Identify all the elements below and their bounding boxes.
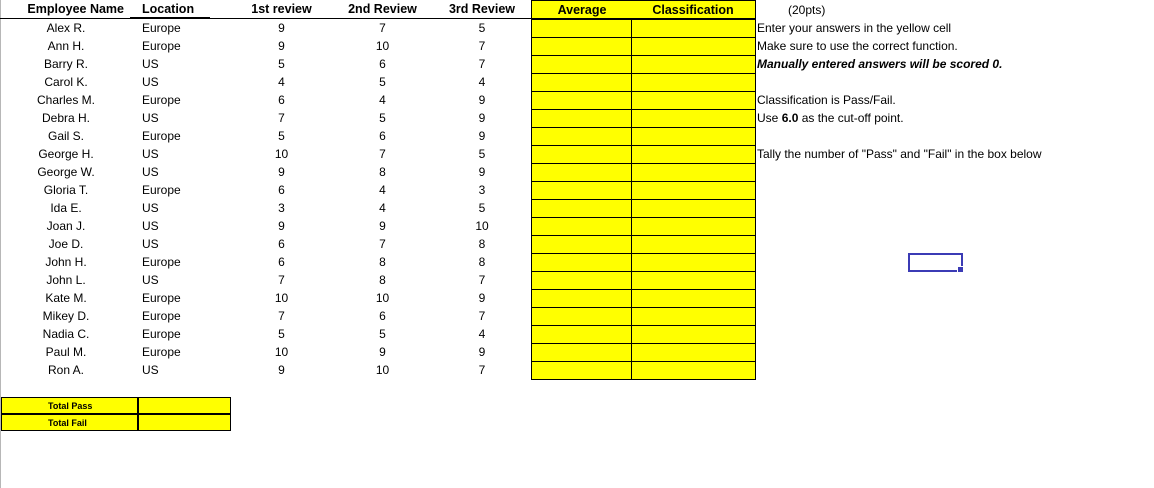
table-row <box>0 289 531 307</box>
employee-name-cell[interactable]: Carol K. <box>44 75 88 89</box>
classification-answer-cell[interactable] <box>631 325 756 344</box>
review1-cell[interactable]: 10 <box>274 345 289 359</box>
average-answer-cell[interactable] <box>531 91 632 110</box>
table-row <box>0 163 531 181</box>
average-answer-cell[interactable] <box>531 145 632 164</box>
review3-cell[interactable]: 7 <box>478 57 486 71</box>
table-row <box>0 253 531 271</box>
review3-cell[interactable]: 4 <box>478 75 486 89</box>
location-cell[interactable]: Europe <box>142 291 181 305</box>
classification-answer-cell[interactable] <box>631 253 756 272</box>
review2-cell[interactable]: 5 <box>379 111 386 125</box>
review1-cell[interactable]: 6 <box>278 183 285 197</box>
average-answer-cell[interactable] <box>531 73 632 92</box>
review3-cell[interactable]: 9 <box>478 165 486 179</box>
instruction-line-6: Tally the number of "Pass" and "Fail" in the box below <box>757 147 1042 161</box>
review2-cell[interactable]: 6 <box>379 57 386 71</box>
average-answer-cell[interactable] <box>531 127 632 146</box>
review2-cell[interactable]: 5 <box>379 327 386 341</box>
review2-cell[interactable]: 7 <box>379 237 386 251</box>
review1-cell[interactable]: 6 <box>278 93 285 107</box>
instruction-line-5 <box>757 109 904 127</box>
average-answer-cell[interactable] <box>531 343 632 362</box>
average-answer-cell[interactable] <box>531 19 632 38</box>
review1-cell[interactable]: 9 <box>278 21 285 35</box>
classification-answer-cell[interactable] <box>631 217 756 236</box>
employee-name-cell[interactable]: Ida E. <box>50 201 82 215</box>
table-row <box>0 361 531 379</box>
classification-answer-cell[interactable] <box>631 37 756 56</box>
table-row <box>0 307 531 325</box>
classification-answer-cell[interactable] <box>631 307 756 326</box>
table-row <box>0 199 531 217</box>
classification-answer-cell[interactable] <box>631 361 756 380</box>
average-answer-cell[interactable] <box>531 181 632 200</box>
average-answer-cell[interactable] <box>531 55 632 74</box>
employee-name-cell[interactable]: Paul M. <box>45 345 87 359</box>
review1-cell[interactable]: 5 <box>278 129 285 143</box>
total-pass-cell[interactable] <box>138 397 231 414</box>
instruction-line-5-suffix: as the cut-off point. <box>798 111 904 125</box>
location-cell[interactable]: Europe <box>142 39 181 53</box>
review3-cell[interactable]: 5 <box>478 21 486 35</box>
table-row <box>0 271 531 289</box>
review3-cell[interactable]: 9 <box>478 93 486 107</box>
table-row <box>0 127 531 145</box>
employee-name-cell[interactable]: George W. <box>37 165 95 179</box>
review3-cell[interactable]: 9 <box>478 291 486 305</box>
review3-cell[interactable]: 7 <box>478 309 486 323</box>
total-fail-cell[interactable] <box>138 414 231 431</box>
average-answer-cell[interactable] <box>531 235 632 254</box>
review3-cell[interactable]: 3 <box>478 183 486 197</box>
location-cell[interactable]: Europe <box>142 183 181 197</box>
review3-cell[interactable]: 8 <box>478 255 486 269</box>
average-answer-cell[interactable] <box>531 109 632 128</box>
instructions-border-3 <box>755 145 756 163</box>
review3-cell[interactable]: 4 <box>478 327 486 341</box>
review3-cell[interactable]: 9 <box>478 345 486 359</box>
review1-cell[interactable]: 6 <box>278 255 285 269</box>
table-row <box>0 217 531 235</box>
review2-cell[interactable]: 6 <box>379 309 386 323</box>
table-row <box>0 73 531 91</box>
instructions-border-2 <box>755 91 756 127</box>
classification-answer-cell[interactable] <box>631 73 756 92</box>
average-answer-cell[interactable] <box>531 253 632 272</box>
review1-cell[interactable]: 4 <box>278 75 285 89</box>
total-fail-label: Total Fail <box>1 414 138 431</box>
location-cell[interactable]: US <box>142 165 159 179</box>
classification-answer-cell[interactable] <box>631 163 756 182</box>
review2-cell[interactable]: 9 <box>379 345 386 359</box>
average-answer-cell[interactable] <box>531 325 632 344</box>
review1-cell[interactable]: 3 <box>278 201 285 215</box>
average-answer-cell[interactable] <box>531 361 632 380</box>
employee-name-cell[interactable]: Nadia C. <box>42 327 90 341</box>
table-row <box>0 325 531 343</box>
review2-cell[interactable]: 10 <box>375 291 390 305</box>
classification-answer-cell[interactable] <box>631 109 756 128</box>
review1-cell[interactable]: 7 <box>278 273 285 287</box>
location-cell[interactable]: Europe <box>142 129 181 143</box>
review1-cell[interactable]: 10 <box>274 147 289 161</box>
review2-cell[interactable]: 9 <box>379 219 386 233</box>
classification-answer-cell[interactable] <box>631 91 756 110</box>
review1-cell[interactable]: 9 <box>278 39 285 53</box>
table-row <box>0 109 531 127</box>
review1-cell[interactable]: 6 <box>278 237 285 251</box>
location-cell[interactable]: Europe <box>142 327 181 341</box>
classification-answer-cell[interactable] <box>631 19 756 38</box>
instruction-line-2: Make sure to use the correct function. <box>757 39 958 53</box>
instruction-line-4: Classification is Pass/Fail. <box>757 93 896 107</box>
review2-cell[interactable]: 7 <box>379 147 386 161</box>
review2-cell[interactable]: 8 <box>379 273 386 287</box>
review1-cell[interactable]: 9 <box>278 219 285 233</box>
classification-answer-cell[interactable] <box>631 271 756 290</box>
review1-cell[interactable]: 7 <box>278 111 285 125</box>
employee-name-cell[interactable]: Ann H. <box>47 39 85 53</box>
header-average[interactable]: Average <box>531 0 632 19</box>
review1-cell[interactable]: 5 <box>278 57 285 71</box>
average-answer-cell[interactable] <box>531 163 632 182</box>
instruction-line-1: Enter your answers in the yellow cell <box>757 21 952 35</box>
employee-name-cell[interactable]: Alex R. <box>46 21 86 35</box>
review3-cell[interactable]: 8 <box>478 237 486 251</box>
table-row <box>0 235 531 253</box>
review1-cell[interactable]: 10 <box>274 291 289 305</box>
header-1st-review[interactable]: 1st review <box>231 0 332 19</box>
selected-cell[interactable] <box>908 253 963 272</box>
employee-name-cell[interactable]: Barry R. <box>43 57 88 71</box>
location-cell[interactable]: US <box>142 219 159 233</box>
review3-cell[interactable]: 9 <box>478 129 486 143</box>
classification-answer-cell[interactable] <box>631 199 756 218</box>
review3-cell[interactable]: 7 <box>478 363 486 377</box>
average-answer-cell[interactable] <box>531 289 632 308</box>
table-row <box>0 145 531 163</box>
location-cell[interactable]: Europe <box>142 345 181 359</box>
review2-cell[interactable]: 8 <box>379 255 386 269</box>
employee-name-cell[interactable]: George H. <box>38 147 94 161</box>
review2-cell[interactable]: 5 <box>379 75 386 89</box>
employee-name-cell[interactable]: Charles M. <box>36 93 95 107</box>
location-cell[interactable]: Europe <box>142 255 181 269</box>
review3-cell[interactable]: 5 <box>478 201 486 215</box>
classification-answer-cell[interactable] <box>631 289 756 308</box>
employee-name-cell[interactable]: Gloria T. <box>43 183 89 197</box>
table-row <box>0 91 531 109</box>
location-cell[interactable]: US <box>142 201 159 215</box>
total-pass-label: Total Pass <box>1 397 138 414</box>
location-cell[interactable]: US <box>142 147 159 161</box>
employee-name-cell[interactable]: John L. <box>46 273 86 287</box>
review1-cell[interactable]: 9 <box>278 165 285 179</box>
review3-cell[interactable]: 9 <box>478 111 486 125</box>
classification-answer-cell[interactable] <box>631 127 756 146</box>
average-answer-cell[interactable] <box>531 271 632 290</box>
table-row <box>0 343 531 361</box>
average-answer-cell[interactable] <box>531 37 632 56</box>
classification-answer-cell[interactable] <box>631 181 756 200</box>
header-2nd-review[interactable]: 2nd Review <box>332 0 433 19</box>
review2-cell[interactable]: 8 <box>379 165 386 179</box>
table-row <box>0 37 531 55</box>
table-row <box>0 19 531 37</box>
location-cell[interactable]: US <box>142 111 159 125</box>
location-cell[interactable]: Europe <box>142 21 181 35</box>
header-classification[interactable]: Classification <box>631 0 756 19</box>
review2-cell[interactable]: 4 <box>379 93 386 107</box>
table-row <box>0 55 531 73</box>
average-answer-cell[interactable] <box>531 199 632 218</box>
employee-name-cell[interactable]: Gail S. <box>47 129 84 143</box>
instruction-line-3: Manually entered answers will be scored 0. <box>757 57 1003 71</box>
employee-name-cell[interactable]: Joan J. <box>46 219 86 233</box>
location-cell[interactable]: US <box>142 273 159 287</box>
location-cell[interactable]: US <box>142 237 159 251</box>
review1-cell[interactable]: 9 <box>278 363 285 377</box>
review2-cell[interactable]: 4 <box>379 201 386 215</box>
fill-handle[interactable] <box>957 266 964 273</box>
review3-cell[interactable]: 10 <box>475 219 489 233</box>
review3-cell[interactable]: 7 <box>478 39 486 53</box>
classification-answer-cell[interactable] <box>631 343 756 362</box>
review3-cell[interactable]: 7 <box>478 273 486 287</box>
cutoff-value: 6.0 <box>781 111 799 125</box>
review2-cell[interactable]: 4 <box>379 183 386 197</box>
review1-cell[interactable]: 7 <box>278 309 285 323</box>
instruction-line-5-prefix: Use <box>757 111 782 125</box>
review2-cell[interactable]: 6 <box>379 129 386 143</box>
classification-answer-cell[interactable] <box>631 55 756 74</box>
instructions-border <box>755 19 756 73</box>
average-answer-cell[interactable] <box>531 307 632 326</box>
classification-answer-cell[interactable] <box>631 235 756 254</box>
employee-name-cell[interactable]: Ron A. <box>47 363 85 377</box>
header-3rd-review[interactable]: 3rd Review <box>433 0 531 19</box>
review2-cell[interactable]: 7 <box>379 21 386 35</box>
employee-name-cell[interactable]: Kate M. <box>45 291 87 305</box>
review2-cell[interactable]: 10 <box>375 363 390 377</box>
review1-cell[interactable]: 5 <box>278 327 285 341</box>
table-row <box>0 181 531 199</box>
points-note: (20pts) <box>788 3 826 17</box>
location-cell[interactable]: Europe <box>142 309 181 323</box>
location-cell[interactable]: Europe <box>142 93 181 107</box>
average-answer-cell[interactable] <box>531 217 632 236</box>
employee-name-cell[interactable]: Debra H. <box>41 111 91 125</box>
review2-cell[interactable]: 10 <box>375 39 390 53</box>
header-employee-name[interactable]: Employee Name <box>0 0 124 19</box>
location-cell[interactable]: US <box>142 57 159 71</box>
header-location[interactable]: Location <box>130 0 210 18</box>
review3-cell[interactable]: 5 <box>478 147 486 161</box>
classification-answer-cell[interactable] <box>631 145 756 164</box>
employee-name-cell[interactable]: Mikey D. <box>42 309 90 323</box>
employee-name-cell[interactable]: Joe D. <box>48 237 84 251</box>
employee-name-cell[interactable]: John H. <box>45 255 87 269</box>
location-cell[interactable]: US <box>142 75 159 89</box>
location-cell[interactable]: US <box>142 363 159 377</box>
